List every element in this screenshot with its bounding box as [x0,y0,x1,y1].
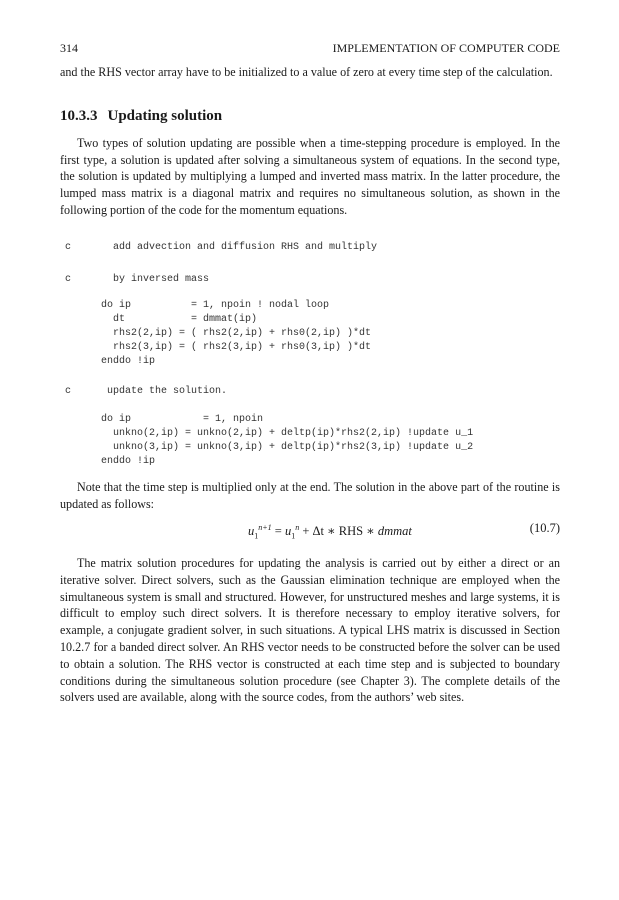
equation-number: (10.7) [529,521,560,536]
code-line: rhs2(2,ip) = ( rhs2(2,ip) + rhs0(2,ip) )*dt [65,327,372,339]
eq-sup: n+1 [258,523,272,533]
code-block-2 [65,413,560,469]
equation [248,518,412,547]
running-title: IMPLEMENTATION OF COMPUTER CODE [332,41,560,55]
code-comment: c add advection and diffusion RHS and multiply [65,241,378,253]
code-comment-block [65,273,560,287]
eq-var: u [284,524,292,539]
intro-paragraph: and the RHS vector array have to be initialized to a value of zero at every time step of the calculation. [60,65,553,79]
section-title: Updating solution [107,107,223,124]
code-line: do ip = 1, npoin [65,413,264,425]
eq-sign: = [271,524,285,539]
code-line: do ip = 1, npoin ! nodal loop [65,299,330,311]
eq-var: dmmat [377,524,412,539]
code-comment: c by inversed mass [65,273,210,285]
code-line: enddo !ip [65,455,156,467]
eq-var: u [248,524,255,539]
paragraph-2: Note that the time step is multiplied only at the end. The solution in the above part of the routine is updated as follows: [60,479,560,511]
eq-sup: n [295,523,300,533]
equation-row [60,518,560,547]
eq-sub: 1 [254,532,259,542]
eq-sub: 1 [291,532,296,542]
section-heading [60,107,560,125]
code-line: unkno(3,ip) = unkno(3,ip) + deltp(ip)*rhs2(3,ip) !update u_2 [65,441,474,453]
paragraph-1: Two types of solution updating are possible when a time-stepping procedure is employed. In the first type, a solution is updated after solving a simultaneous system of equations. In the second type, the solution is updated by multiplying a lumped and inverted mass matrix. In the latter procedure, the lumped mass matrix is a diagonal matrix and requires no simultaneous solution, as shown in the following portion of the code for the momentum equations. [60,135,560,217]
eq-terms: + Δt ∗ RHS ∗ [299,524,378,539]
code-line: dt = dmmat(ip) [65,313,258,325]
code-comment: c update the solution. [65,385,228,397]
paragraph-3: The matrix solution procedures for updating the analysis is carried out by either a direct or an iterative solver. Direct solvers, such as the Gaussian elimination technique are employed when the simultaneous system is small and structured. However, for unstructured meshes and large systems, it is difficult to employ such direct solvers. It is therefore necessary to employ iterative solvers, for example, a conjugate gradient solver, in such situations. A typical LHS matrix is discussed in Section 10.2.7 for a banded direct solver. An RHS vector needs to be constructed before the solver can be used to obtain a solution. The RHS vector is constructed at each time step and is subjected to boundary conditions during the simultaneous solution procedure (see Chapter 3). The complete details of the solvers used are available, along with the source codes, from the authors’ web sites. [60,556,560,705]
page-number: 314 [60,41,78,55]
section-number: 10.3.3 [60,107,98,124]
code-comment-block [65,385,560,399]
code-block-1 [65,299,560,369]
running-header [60,40,560,56]
code-comment-block [65,241,560,255]
code-line: unkno(2,ip) = unkno(2,ip) + deltp(ip)*rhs2(2,ip) !update u_1 [65,427,474,439]
code-line: enddo !ip [65,355,156,367]
code-line: rhs2(3,ip) = ( rhs2(3,ip) + rhs0(3,ip) )*dt [65,341,372,353]
